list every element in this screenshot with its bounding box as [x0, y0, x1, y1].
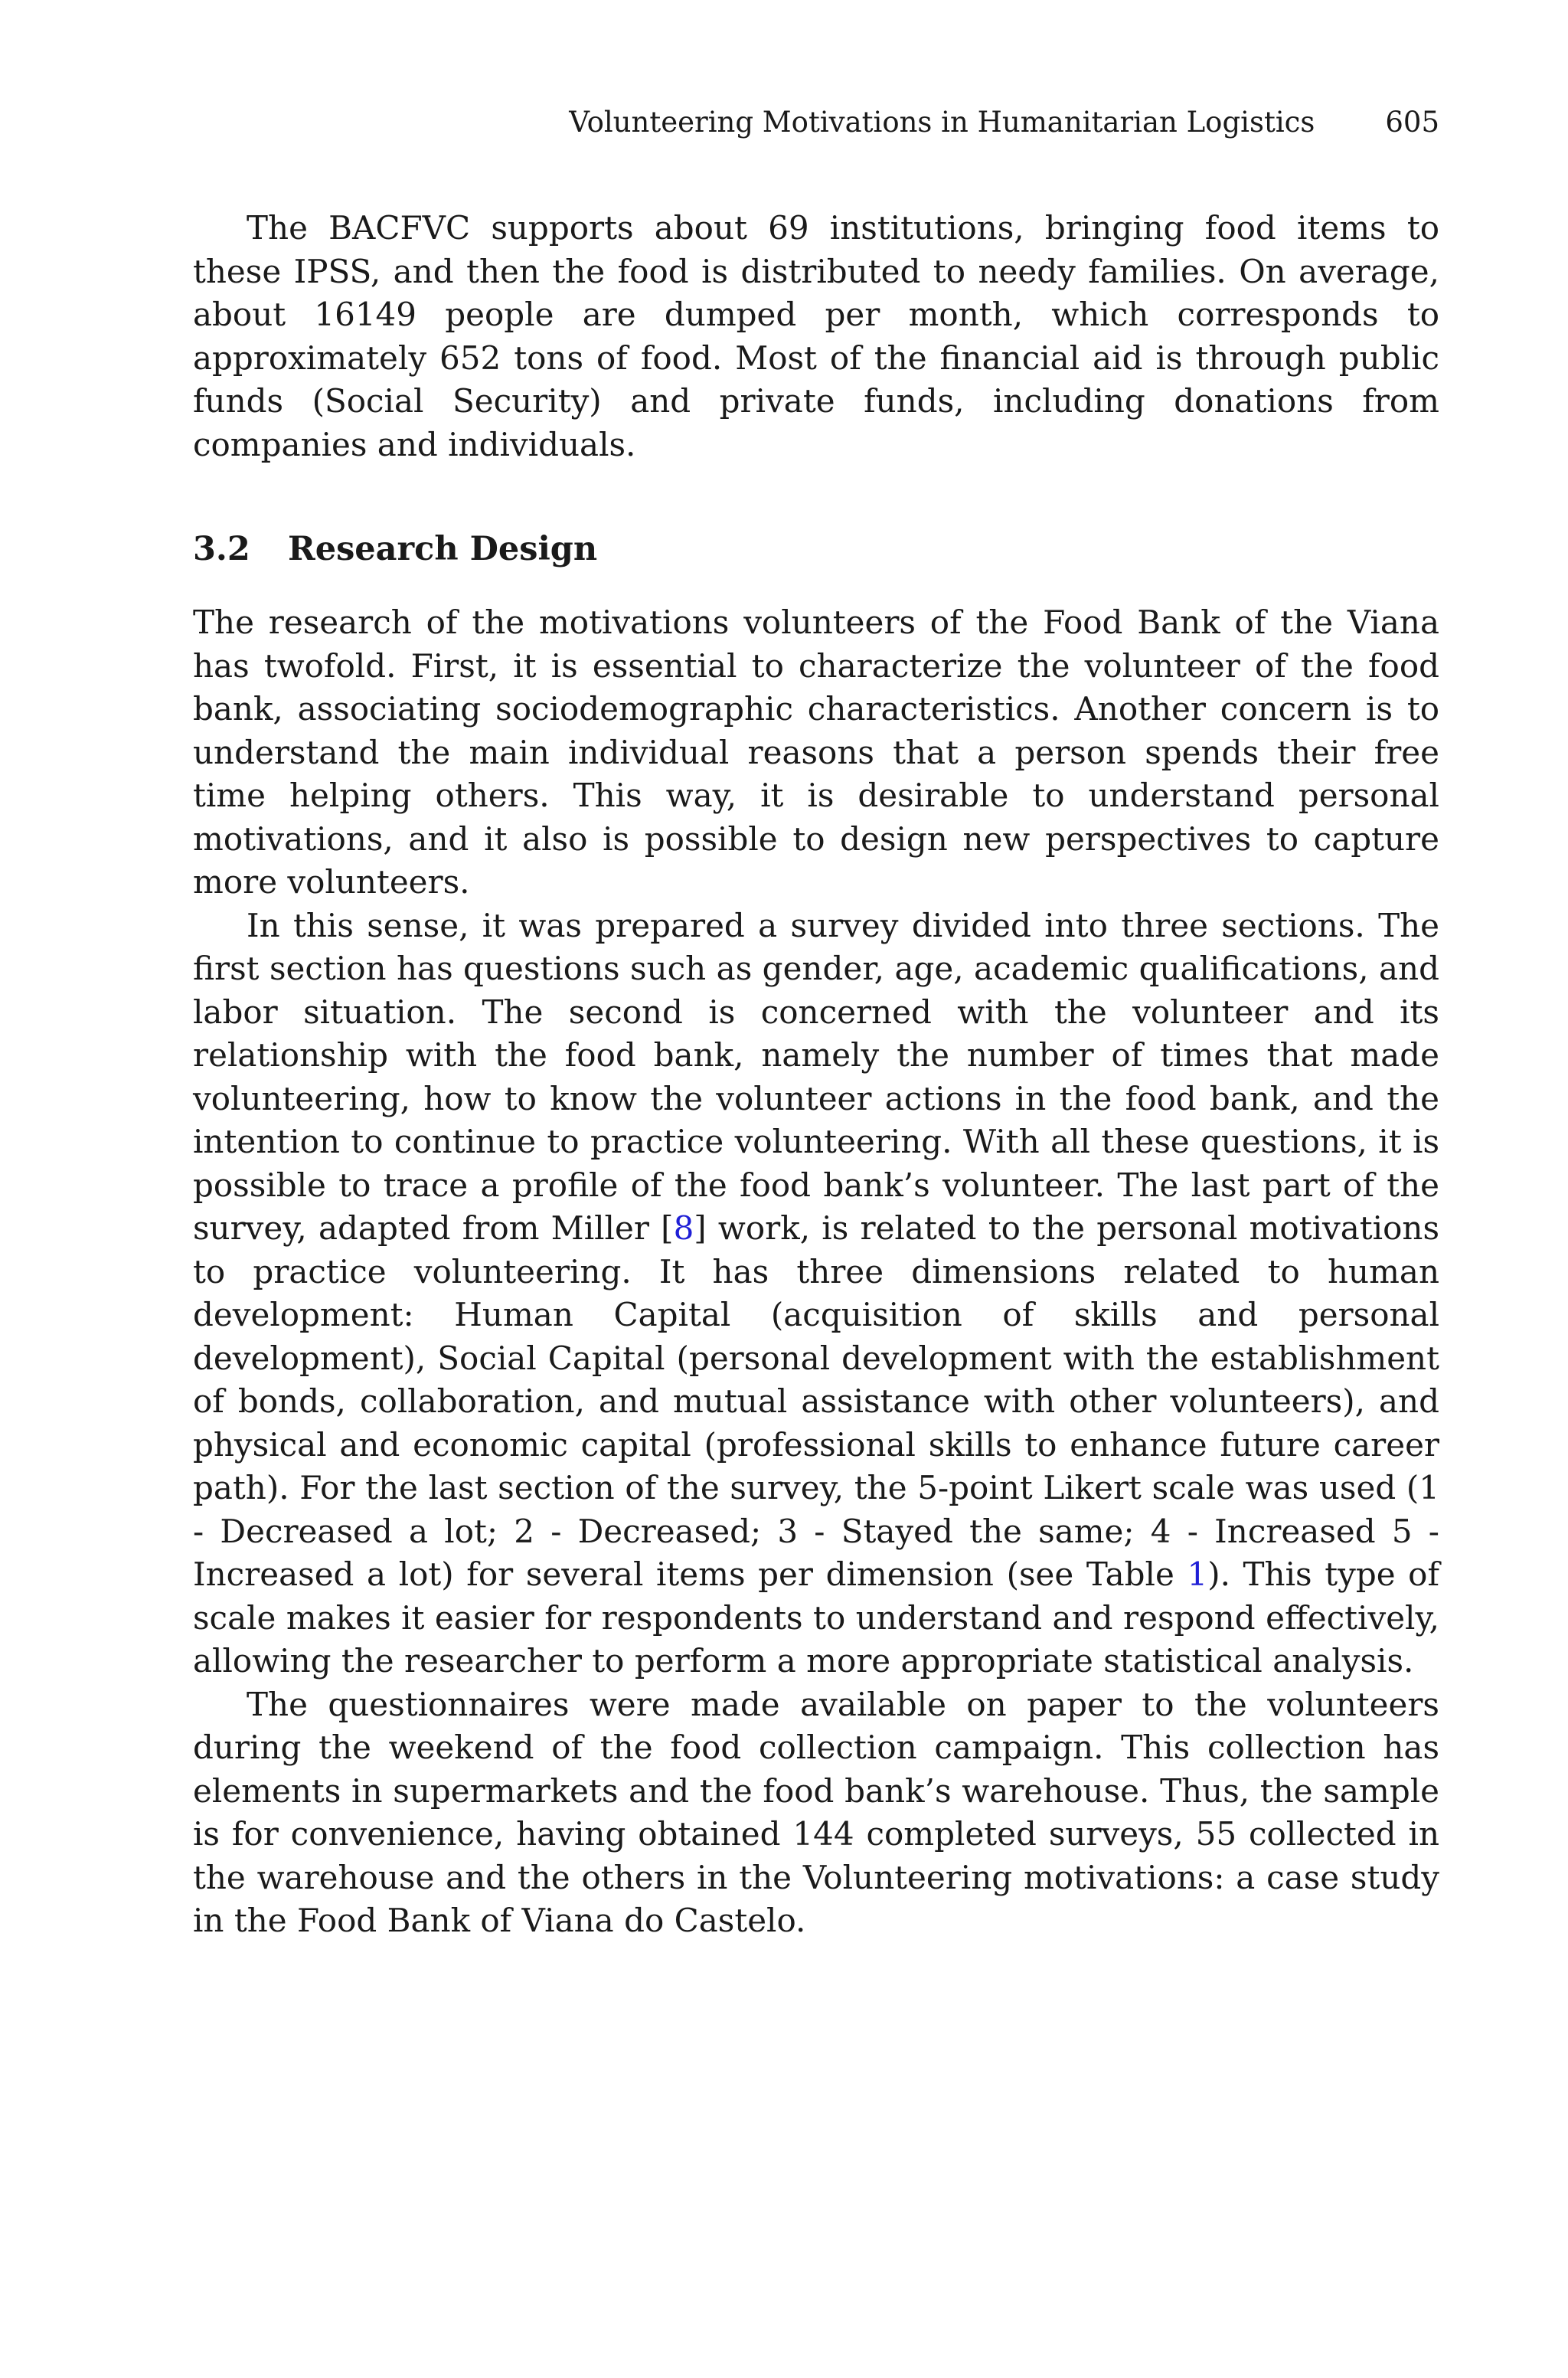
survey-text-part-3: ). This type of scale makes it easier for respondents to understand and respond effectively, allowing the researcher to perform a more appropriate statistical analysis.: [193, 1555, 1440, 1680]
survey-text-part-1: In this sense, it was prepared a survey divided into three sections. The first section has questions such as gender, age, academic qualifications, and labor situation. The second is concerned with the volunteer and its relationship with the food bank, namely the number of times that made volunteering, how to know the volunteer actions in the food bank, and the intention to continue to practice volunteering. With all these questions, it is possible to trace a profile of the food bank’s volunteer. The last part of the survey, adapted from Miller: [193, 906, 1439, 1247]
running-head: [193, 106, 1439, 139]
paragraph-survey-design: [193, 904, 1439, 1683]
section-title: Research Design: [288, 530, 598, 568]
table-reference-link[interactable]: 1: [1187, 1555, 1208, 1593]
survey-text-part-2: work, is related to the personal motivations to practice volunteering. It has three dimensions related to human development: Human Capital (acquisition of skills and personal development), Social Capital (personal development with the establishment of bonds, collaboration, and mutual assistance with other volunteers), and physical and economic capital (professional skills to enhance future career path). For the last section of the survey, the 5-point Likert scale was used (1 - Decreased a lot; 2 - Decreased; 3 - Stayed the same; 4 - Increased 5 - Increased a lot) for several items per dimension (see Table: [193, 1209, 1439, 1593]
citation-link-8[interactable]: 8: [673, 1209, 694, 1247]
section-number: 3.2: [193, 530, 250, 568]
running-title: Volunteering Motivations in Humanitarian Logistics: [569, 106, 1315, 139]
paragraph-questionnaires: The questionnaires were made available on paper to the volunteers during the weekend of the food collection campaign. This collection has elements in supermarkets and the food bank’s warehouse. Thus, the sample is for convenience, having obtained 144 completed surveys, 55 collected in the warehouse and the others in the Volunteering motivations: a case study in the Food Bank of Viana do Castelo.: [193, 1685, 1439, 1939]
citation-bracket-close: ]: [694, 1209, 707, 1247]
page: [193, 106, 1439, 1943]
paragraph-research-aims: The research of the motivations volunteers of the Food Bank of the Viana has twofold. First, it is essential to characterize the volunteer of the food bank, associating sociodemographic characteristics. Another concern is to understand the main individual reasons that a person spends their free time helping others. This way, it is desirable to understand personal motivations, and it also is possible to design new perspectives to capture more volunteers.: [193, 603, 1439, 901]
paragraph-bacfvc: The BACFVC supports about 69 institutions, bringing food items to these IPSS, and then the food is distributed to needy families. On average, about 16149 people are dumped per month, which corresponds to approximately 652 tons of food. Most of the financial aid is through public funds (Social Security) and private funds, including donations from companies and individuals.: [193, 209, 1439, 463]
citation-bracket-open: [: [661, 1209, 674, 1247]
page-number: 605: [1385, 106, 1439, 139]
section-heading: [193, 528, 1439, 571]
